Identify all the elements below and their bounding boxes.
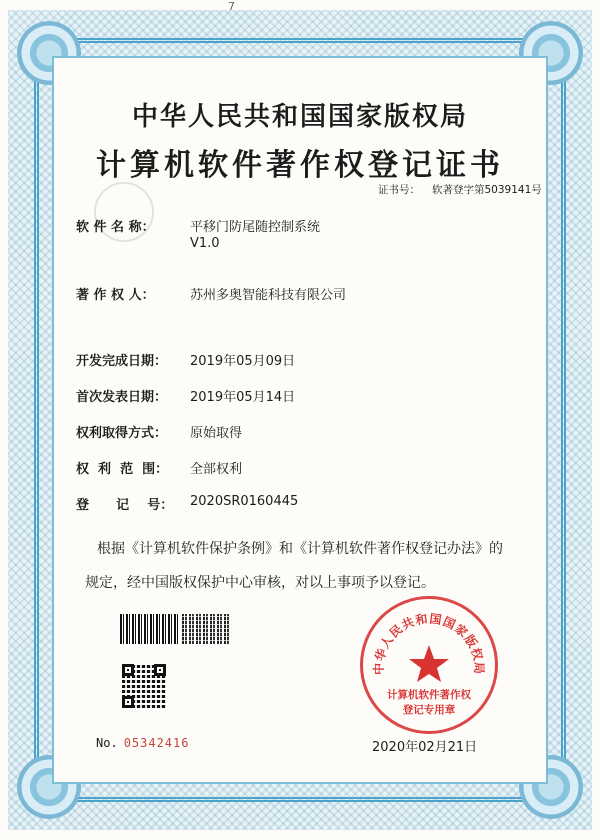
- certificate-number-label: 证书号：: [378, 184, 420, 196]
- issue-date: 2020年02月21日: [372, 740, 478, 755]
- qr-code: [122, 664, 166, 708]
- issuer-title: 中华人民共和国国家版权局: [131, 102, 468, 132]
- top-mark: 7: [228, 0, 235, 13]
- acquisition-method-value: 原始取得: [190, 426, 243, 441]
- serial-number-label: No.: [96, 736, 118, 750]
- official-seal: [360, 596, 498, 734]
- registration-number-value: 2020SR0160445: [190, 494, 299, 509]
- certificate-number: [378, 182, 542, 197]
- rights-scope-label: 权 利 范 围：: [76, 462, 169, 477]
- completion-date-label: 开发完成日期：: [76, 354, 168, 369]
- serial-number-value: 05342416: [123, 736, 190, 750]
- barcode: [120, 614, 180, 644]
- body-text-line-2: 规定，经中国版权保护中心审核，对以上事项予以登记。: [85, 575, 435, 591]
- copyright-owner-label: 著 作 权 人：: [76, 288, 155, 303]
- pdf417-barcode: [182, 614, 230, 644]
- certificate-number-value: 软著登字第5039141号: [432, 184, 542, 196]
- completion-date-value: 2019年05月09日: [190, 354, 296, 369]
- serial-number: [96, 736, 189, 750]
- rights-scope-value: 全部权利: [190, 462, 243, 477]
- software-name-value: 平移门防尾随控制系统: [190, 220, 321, 235]
- copyright-owner-value: 苏州多奥智能科技有限公司: [190, 288, 347, 303]
- publish-date-value: 2019年05月14日: [190, 390, 296, 405]
- certificate-title: 计算机软件著作权登记证书: [96, 148, 504, 183]
- registration-number-label: 登 记 号：: [76, 498, 174, 513]
- seal-star-icon: [409, 645, 449, 682]
- acquisition-method-label: 权利取得方式：: [76, 426, 168, 441]
- software-name-label: 软 件 名 称：: [76, 220, 155, 235]
- software-version-value: V1.0: [190, 236, 220, 251]
- certificate-border: [8, 10, 592, 830]
- seal-arc-text: 中华人民共和国国家版权局: [371, 611, 487, 676]
- seal-line-2: 登记专用章: [402, 704, 456, 716]
- seal-line-1: 计算机软件著作权: [387, 689, 471, 701]
- publish-date-label: 首次发表日期：: [76, 390, 168, 405]
- body-text-line-1: 根据《计算机软件保护条例》和《计算机软件著作权登记办法》的: [97, 541, 503, 557]
